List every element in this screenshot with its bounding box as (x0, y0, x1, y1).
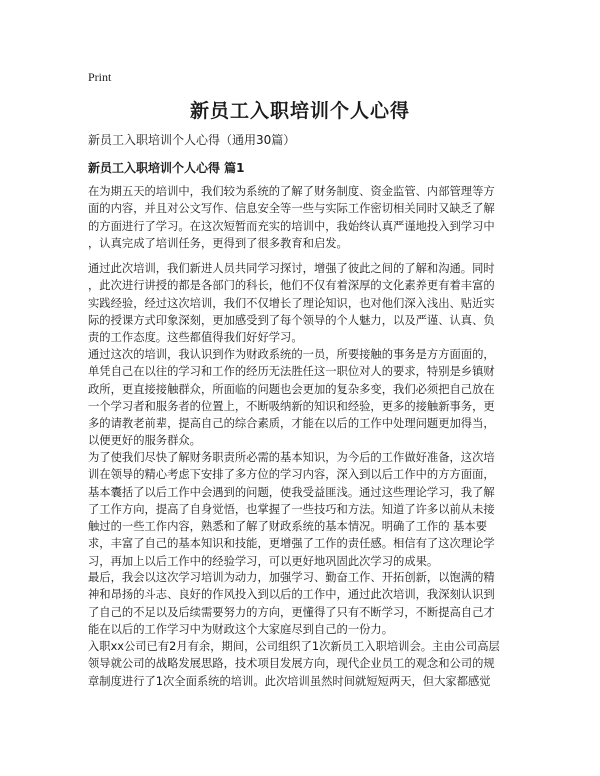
paragraph-line: 求，丰富了自己的基本知识和技能，更增强了工作的责任感。相信有了这次理论学 (88, 537, 495, 551)
paragraph-line: 领导就公司的战略发展思路，技术项目发展方向，现代企业员工的观念和公司的规 (88, 657, 495, 671)
paragraph-line: 一个学习者和服务者的位置上，不断吸纳新的知识和经验，更多的接触新事务，更 (88, 399, 495, 413)
paragraph-line: 的方面进行了学习。在这次短暂而充实的培训中，我始终认真严谨地投入到学习中 (88, 219, 495, 233)
paragraph-line: 为了使我们尽快了解财务职责所必需的基本知识，为今后的工作做好准备，这次培 (88, 451, 495, 464)
paragraph-line: 在为期五天的培训中，我们较为系统的了解了财务制度、资金监管、内部管理等方 (88, 185, 495, 198)
paragraph-line: 单凭自己在以往的学习和工作的经历无法胜任这一职位对人的要求，特别是乡镇财 (88, 365, 495, 379)
paragraph-line: 政所，更直接接触群众，所面临的问题也会更加的复杂多变，我们必须把自己放在 (88, 382, 495, 396)
paragraph-line: 触过的一些工作内容，熟悉和了解了财政系统的基本情况。明确了工作的 基本要 (88, 520, 487, 534)
paragraph-5 (88, 569, 514, 638)
paragraph-line: 了自己的不足以及后续需要努力的方向，更懂得了只有不断学习，不断提高自己才 (88, 605, 495, 619)
paragraph-line: 入职xx公司已有2月有余，期间，公司组织了1次新员工入职培训会。主由公司高层 (88, 640, 500, 653)
paragraph-line: 了工作方向，提高了自身觉悟，也掌握了一些技巧和方法。知道了许多以前从未接 (88, 502, 495, 516)
paragraph-line: 章制度进行了1次全面系统的培训。此次培训虽然时间就短短两天，但大家都感觉 (88, 674, 491, 688)
print-link[interactable]: Print (88, 70, 112, 84)
paragraph-4 (88, 449, 514, 570)
paragraph-line: 面的内容，并且对公文写作、信息安全等一些与实际工作密切相关同时又缺乏了解 (88, 202, 495, 216)
paragraph-line: 习，再加上以后工作中的经验学习，可以更好地巩固此次学习的成果。 (88, 554, 439, 568)
paragraph-line: ，此次进行讲授的都是各部门的科长，他们不仅有着深厚的文化素养更有着丰富的 (88, 279, 495, 293)
paragraph-line: 神和昂扬的斗志、良好的作风投入到以后的工作中，通过此次培训，我深刻认识到 (88, 588, 495, 602)
paragraph-line: 训在领导的精心考虑下安排了多方位的学习内容，深入到以后工作中的方方面面， (88, 468, 495, 482)
paragraph-line: ，认真完成了培训任务，更得到了很多教育和启发。 (88, 236, 348, 250)
document-title: 新员工入职培训个人心得 (189, 100, 410, 122)
paragraph-line: 多的请教老前辈，提高自己的综合素质，才能在以后的工作中处理问题更加得当， (88, 417, 495, 431)
paragraph-line: 以便更好的服务群众。 (88, 434, 201, 448)
paragraph-line: 际的授课方式印象深刻，更加感受到了每个领导的个人魅力，以及严谨、认真、负 (88, 313, 495, 327)
paragraph-6 (88, 638, 514, 690)
paragraph-line: 基本囊括了以后工作中会遇到的问题，使我受益匪浅。通过这些理论学习，我了解 (88, 485, 495, 499)
paragraph-line: 责的工作态度。这些都值得我们好好学习。 (88, 331, 303, 345)
paragraph-line: 通过这次的培训，我认识到作为财政系统的一员，所要接触的事务是方方面面的， (88, 348, 495, 361)
section-heading: 新员工入职培训个人心得 篇1 (88, 161, 245, 175)
paragraph-line: 能在以后的工作学习中为财政这个大家庭尽到自己的一份力。 (88, 622, 394, 636)
paragraph-3 (88, 346, 514, 450)
paragraph-1 (88, 183, 514, 252)
paragraph-line: 实践经验，经过这次培训，我们不仅增长了理论知识，也对他们深入浅出、贴近实 (88, 296, 495, 310)
paragraph-line: 最后，我会以这次学习培训为动力，加强学习、勤奋工作、开拓创新，以饱满的精 (88, 571, 495, 584)
document-subtitle: 新员工入职培训个人心得（通用30篇） (88, 133, 296, 147)
paragraph-line: 通过此次培训，我们新进人员共同学习探讨，增强了彼此之间的了解和沟通。同时 (88, 262, 495, 275)
paragraph-2 (88, 260, 514, 346)
